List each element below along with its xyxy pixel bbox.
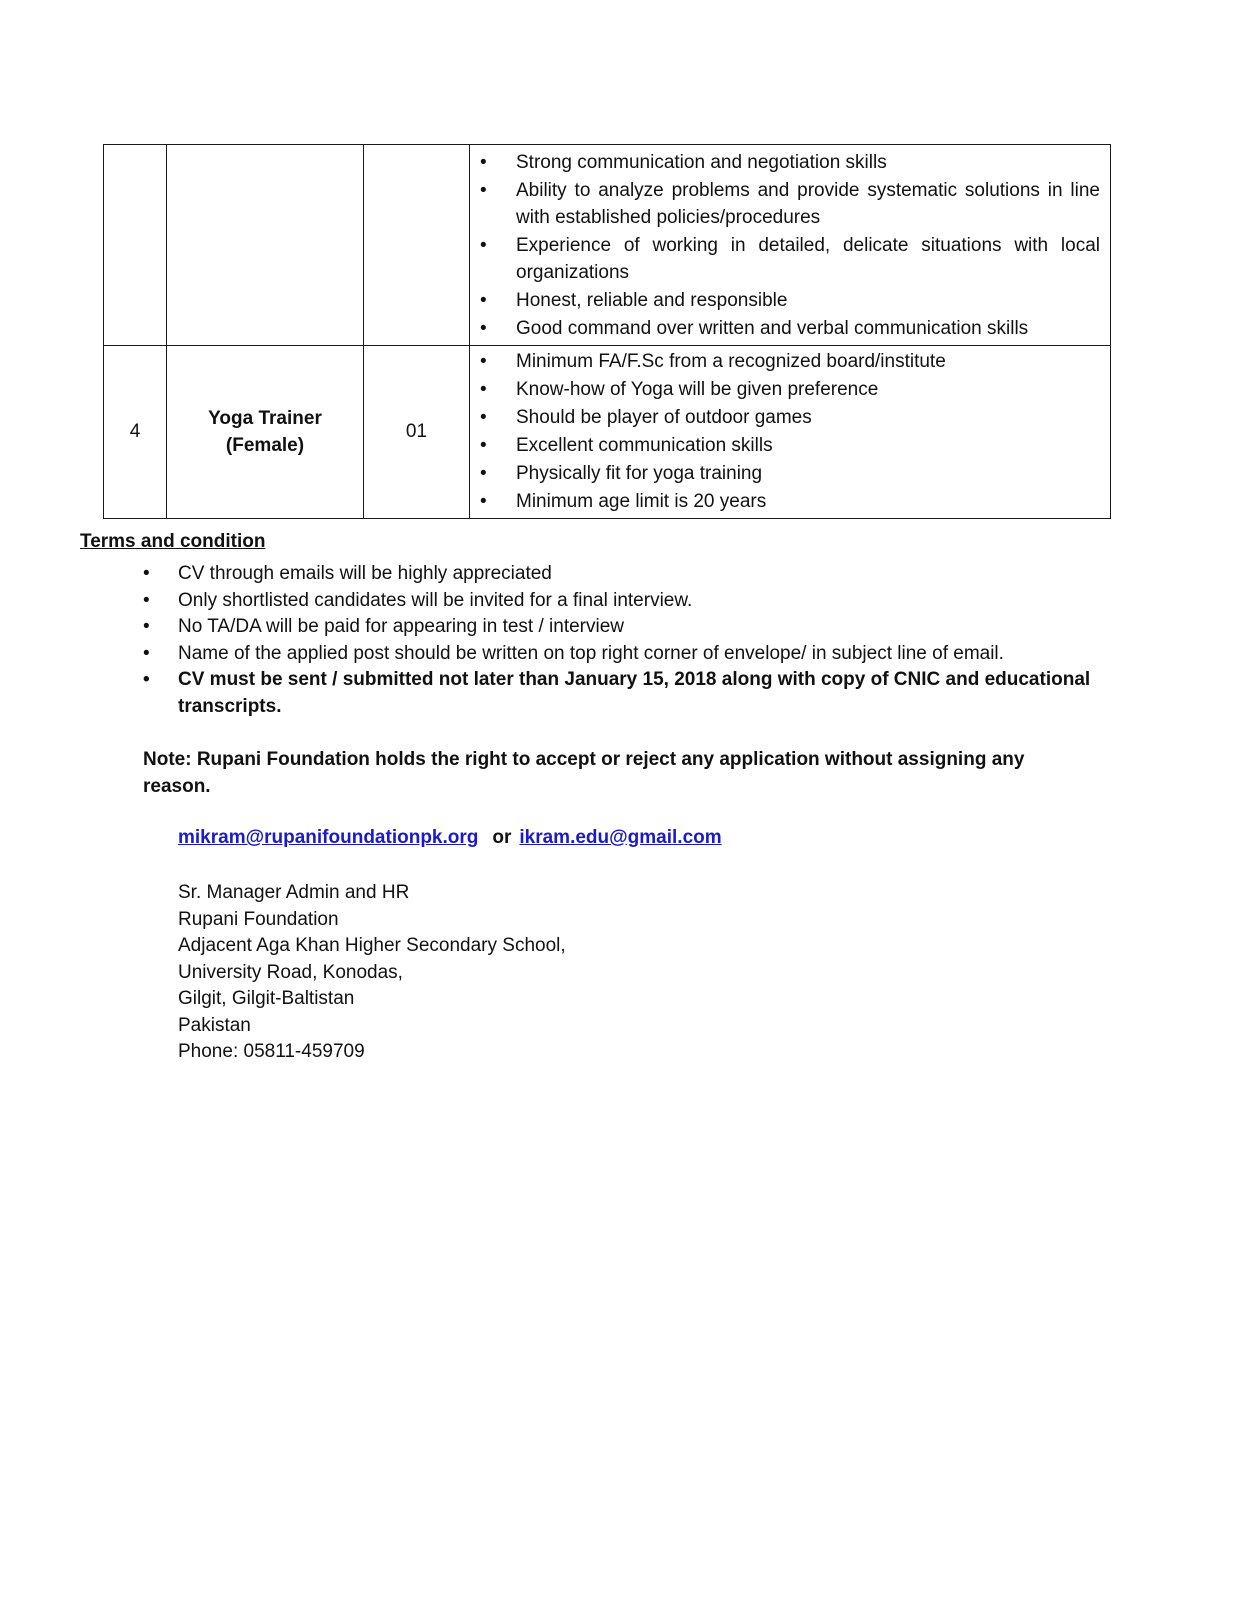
requirement-text: Know-how of Yoga will be given preference xyxy=(516,379,879,400)
bullet-icon: • xyxy=(480,180,487,201)
list-item xyxy=(470,404,1100,431)
position-title: Yoga Trainer xyxy=(208,408,322,429)
list-item xyxy=(470,432,1100,459)
requirements-list xyxy=(470,346,1110,518)
requirement-text: Should be player of outdoor games xyxy=(516,407,812,428)
bullet-icon: • xyxy=(480,152,487,173)
list-item xyxy=(470,287,1100,314)
list-item xyxy=(143,561,1103,588)
bullet-icon: • xyxy=(480,318,487,339)
bullet-icon: • xyxy=(480,351,487,372)
serial-number-cell xyxy=(104,145,167,346)
position-title-cell xyxy=(167,346,364,519)
terms-heading: Terms and condition xyxy=(80,531,266,552)
vacancy-count-cell: 01 xyxy=(364,346,470,519)
list-item xyxy=(470,232,1100,286)
bullet-icon: • xyxy=(143,642,150,664)
phone-line: Phone: 05811-459709 xyxy=(178,1041,365,1062)
bullet-icon: • xyxy=(480,235,487,256)
bullet-icon: • xyxy=(480,407,487,428)
serial-number-cell: 4 xyxy=(104,346,167,519)
list-item xyxy=(470,348,1100,375)
list-item xyxy=(143,667,1103,720)
bullet-icon: • xyxy=(480,379,487,400)
requirement-text: Good command over written and verbal communication skills xyxy=(516,318,1029,339)
bullet-icon: • xyxy=(143,563,150,584)
address-line: Rupani Foundation xyxy=(178,908,339,930)
requirement-text: Honest, reliable and responsible xyxy=(516,290,788,311)
term-text: No TA/DA will be paid for appearing in test / interview xyxy=(178,616,625,637)
requirements-cell xyxy=(470,145,1111,346)
list-item xyxy=(470,488,1100,515)
requirement-text: Experience of working in detailed, delicate situations with local organizations xyxy=(516,235,1100,283)
bullet-icon: • xyxy=(480,435,487,456)
requirement-text: Minimum FA/F.Sc from a recognized board/institute xyxy=(516,351,946,372)
table-row xyxy=(104,346,1111,519)
address-line: University Road, Konodas, xyxy=(178,961,403,983)
requirement-text: Ability to analyze problems and provide systematic solutions in line with established policies/procedures xyxy=(516,180,1100,228)
requirements-cell xyxy=(470,346,1111,519)
list-item xyxy=(143,641,1103,668)
list-item xyxy=(143,614,1103,641)
term-text: CV must be sent / submitted not later than January 15, 2018 along with copy of CNIC and educational transcripts. xyxy=(178,669,1091,717)
requirement-text: Strong communication and negotiation skills xyxy=(516,152,887,173)
terms-list xyxy=(143,561,1103,720)
address-line: Gilgit, Gilgit-Baltistan xyxy=(178,988,355,1009)
bullet-icon: • xyxy=(143,669,150,690)
list-item xyxy=(470,149,1100,176)
requirement-text: Physically fit for yoga training xyxy=(516,463,763,484)
position-subtitle: (Female) xyxy=(225,435,305,456)
bullet-icon: • xyxy=(480,491,487,512)
address-line: Pakistan xyxy=(178,1014,251,1036)
email-link-primary[interactable]: mikram@rupanifoundationpk.org xyxy=(178,827,479,848)
requirement-text: Minimum age limit is 20 years xyxy=(516,491,767,512)
list-item xyxy=(470,376,1100,403)
list-item xyxy=(470,177,1100,231)
email-link-secondary[interactable]: ikram.edu@gmail.com xyxy=(519,827,722,848)
term-text: CV through emails will be highly appreciated xyxy=(178,563,552,584)
term-text: Name of the applied post should be written on top right corner of envelope/ in subject line of email. xyxy=(178,642,1004,664)
bullet-icon: • xyxy=(480,290,487,311)
bullet-icon: • xyxy=(143,616,150,637)
email-separator: or xyxy=(492,827,512,848)
list-item xyxy=(143,588,1103,615)
jobs-table xyxy=(103,144,1111,519)
vacancy-count-cell xyxy=(364,145,470,346)
list-item xyxy=(470,315,1100,342)
list-item xyxy=(470,460,1100,487)
table-row xyxy=(104,145,1111,346)
requirement-text: Excellent communication skills xyxy=(516,435,773,456)
term-text: Only shortlisted candidates will be invited for a final interview. xyxy=(178,589,693,611)
address-line: Adjacent Aga Khan Higher Secondary School, xyxy=(178,935,566,956)
contact-emails xyxy=(178,827,722,849)
bullet-icon: • xyxy=(480,463,487,484)
address-line: Sr. Manager Admin and HR xyxy=(178,882,410,903)
position-title-cell xyxy=(167,145,364,346)
bullet-icon: • xyxy=(143,589,150,611)
note-paragraph: Note: Rupani Foundation holds the right to accept or reject any application without assigning any reason. xyxy=(143,749,1025,797)
requirements-list xyxy=(470,145,1110,345)
address-block xyxy=(178,880,566,1066)
